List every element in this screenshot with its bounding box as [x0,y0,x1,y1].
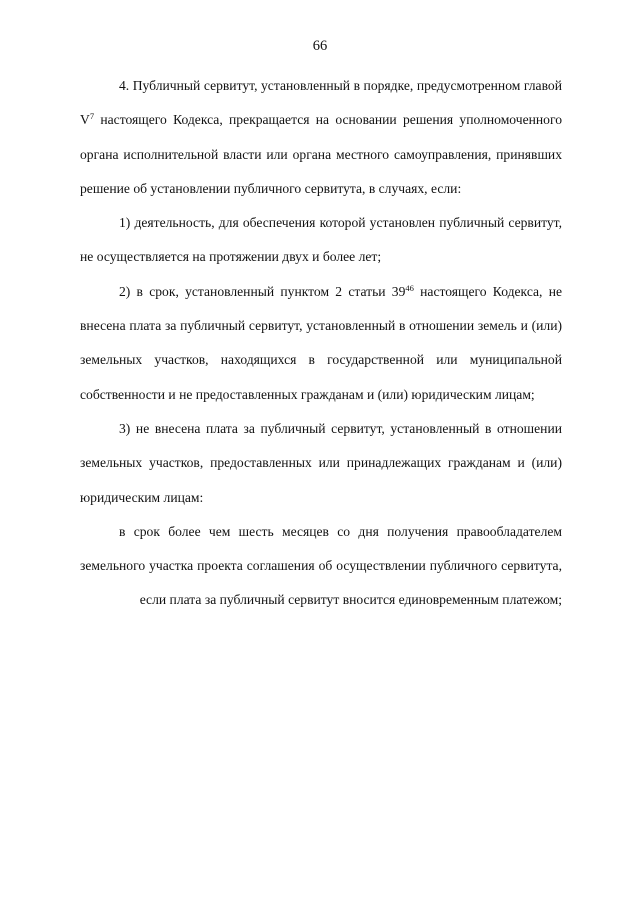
paragraph-clause-4 [80,69,562,206]
page-number: 66 [312,38,328,54]
paragraph-text: 3) не внесена плата за публичный сервитут, установленный в отношении земельных участков, предоставленных или принадлежащих гражданам и (или) юридическим лицам: [80,420,562,505]
paragraph-text: 4. Публичный сервитут, установленный в порядке, предусмотренном главой V [80,78,562,128]
paragraph-text: настоящего Кодекса, прекращается на основании решения уполномоченного органа исполнительной власти или органа местного самоуправления, принявших решение об установлении публичного сервитута, в случаях, если: [80,112,562,196]
superscript-chapter-number: 7 [89,111,95,122]
paragraph-text: 1) деятельность, для обеспечения которой установлен публичный сервитут, не осуществляется на протяжении двух и более лет; [80,215,562,265]
paragraph-item-1 [80,206,562,275]
document-body [80,69,562,618]
paragraph-text: в срок более чем шесть месяцев со дня получения правообладателем земельного участка проекта соглашения об осуществлении публичного сервитута, если плата за публичный сервитут вносится единовременным платежом; [80,523,562,608]
paragraph-text: настоящего Кодекса, не внесена плата за публичный сервитут, установленный в отношении земель и (или) земельных участков, находящихся в государственной или муниципальной собственности и не предоставленных гражданам и (или) юридическим лицам; [80,283,562,402]
paragraph-subitem [80,515,562,618]
paragraph-text: 2) в срок, установленный пунктом 2 статьи 39 [119,283,406,299]
paragraph-item-2 [80,275,562,412]
superscript-article-number: 46 [405,282,414,293]
paragraph-item-3 [80,412,562,515]
